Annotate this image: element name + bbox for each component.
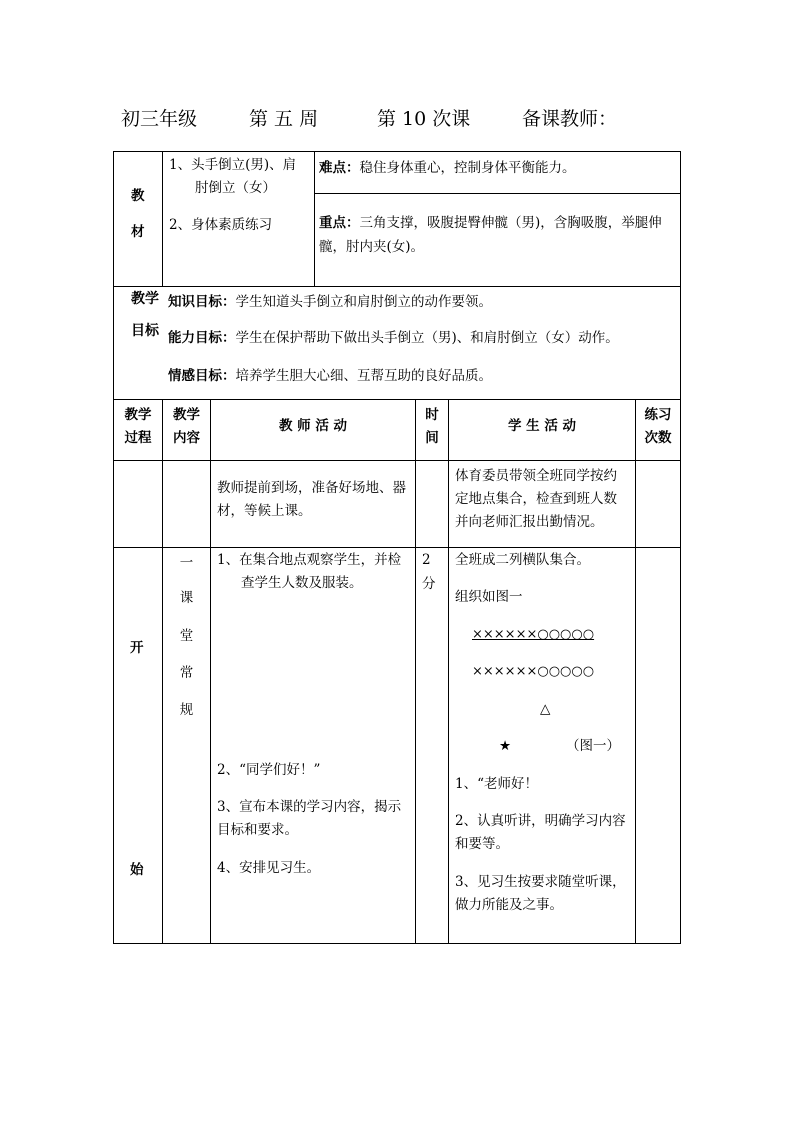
objectives-label-1: 教学 [131,291,159,307]
star-icon: ★ [499,738,512,754]
teacher-label: 备课教师： [522,108,618,130]
formation-row-2: ××××××○○○○○ [472,664,595,679]
process-start-2: 始 [130,862,144,878]
grade: 初三年级 [121,108,198,130]
key-point [319,211,677,235]
header-process-1: 教学 [124,407,152,423]
time-unit: 分 [422,576,436,592]
knowledge-text: 学生知道头手倒立和肩肘倒立的动作要领。 [235,294,492,310]
header-time-1: 时 [425,407,439,423]
keypoint-line2: 髋，肘内夹(女)。 [319,239,425,255]
header-content-1: 教学 [173,407,200,423]
header-count-1: 练习 [644,407,672,423]
header-process-2: 过程 [124,430,152,446]
header-content-2: 内容 [173,430,200,446]
prep-student-line3: 并向老师汇报出勤情况。 [455,514,604,530]
teacher-step-1-line1: 1、在集合地点观察学生，并检 [217,552,402,568]
content-char-4: 常 [179,665,194,681]
objectives-label-2: 目标 [131,323,159,339]
emotion-objective [168,364,492,388]
content-char-5: 规 [179,702,194,718]
content-char-1: 一 [179,555,194,571]
ability-text: 学生在保护帮助下做出头手倒立（男)、和肩肘倒立（女）动作。 [235,330,619,346]
material-item-1-line1: 1、头手倒立(男)、肩 [169,157,297,173]
teacher-step-3-line1: 3、宣布本课的学习内容，揭示 [217,799,402,815]
header-teacher-activity: 教 师 活 动 [278,418,348,434]
student-formation: 全班成二列横队集合。 [455,552,590,568]
student-organization: 组织如图一 [455,589,523,605]
prep-teacher-line2: 材，等候上课。 [217,503,312,519]
process-start-1: 开 [130,640,144,656]
formation-row-1: ××××××○○○○○ [472,627,595,642]
prep-teacher-line1: 教师提前到场，准备好场地、器 [217,480,406,496]
student-step-2-line1: 2、认真听讲，明确学习内容 [455,813,626,829]
materials-label-2: 材 [131,224,145,240]
header-student-activity: 学 生 活 动 [507,418,577,434]
ability-label: 能力目标： [168,330,236,346]
content-char-2: 课 [179,590,194,606]
teacher-step-4: 4、安排见习生。 [217,860,321,876]
student-step-3-line2: 做力所能及之事。 [455,897,563,913]
lesson-number: 第 10 次课 [377,108,471,130]
week: 第 五 周 [249,108,319,130]
triangle-icon: △ [540,701,551,717]
keypoint-line1: 三角支撑，吸腹提臀伸髋（男)，含胸吸腹，举腿伸 [359,215,662,231]
time-value: 2 [422,552,431,568]
knowledge-objective [168,290,492,314]
header-time-2: 间 [425,430,439,446]
ability-objective [168,326,619,350]
header-count-2: 次数 [644,430,672,446]
figure-caption: （图一） [566,738,620,754]
prep-student-line1: 体育委员带领全班同学按约 [455,468,617,484]
knowledge-label: 知识目标： [168,294,236,310]
materials-label-1: 教 [131,188,145,204]
difficulty-label: 难点： [319,160,360,176]
emotion-label: 情感目标： [168,368,236,384]
material-item-2: 2、身体素质练习 [169,217,273,233]
emotion-text: 培养学生胆大心细、互帮互助的良好品质。 [235,368,492,384]
student-step-3-line1: 3、见习生按要求随堂听课， [455,874,626,890]
teacher-step-2: 2、“同学们好！” [217,762,321,778]
teacher-step-3-line2: 目标和要求。 [217,822,298,838]
keypoint-label: 重点： [319,215,360,231]
prep-student-line2: 定地点集合，检查到班人数 [455,491,617,507]
student-step-2-line2: 和要等。 [455,836,509,852]
teacher-step-1-line2: 查学生人数及服装。 [241,575,363,591]
difficulty-text: 稳住身体重心，控制身体平衡能力。 [359,160,576,176]
material-item-1-line2: 肘倒立（女） [195,180,276,196]
difficulty [319,156,677,180]
content-char-3: 堂 [179,628,194,644]
student-step-1: 1、“老师好！ [455,776,538,792]
